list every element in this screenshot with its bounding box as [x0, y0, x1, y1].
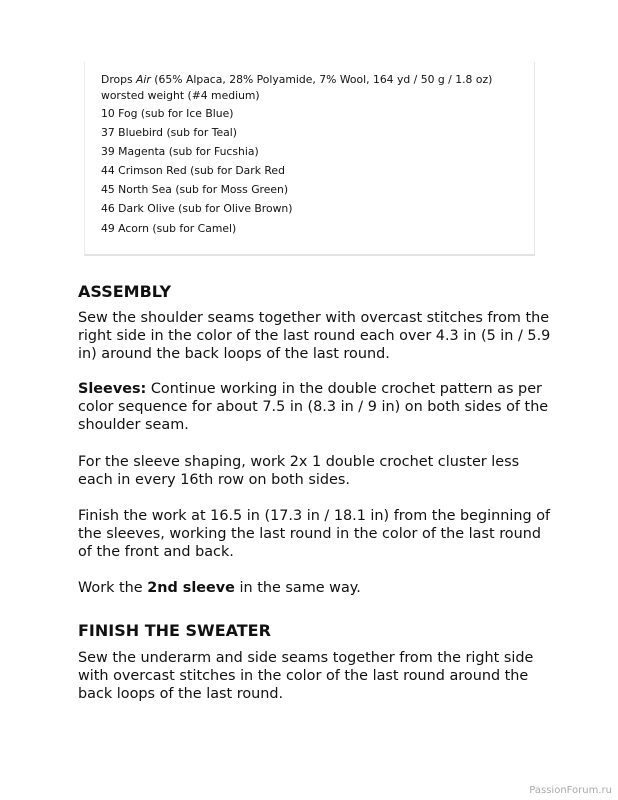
list-item: 46 Dark Olive (sub for Olive Brown) — [101, 202, 293, 216]
second-sleeve-pre: Work the — [78, 580, 148, 596]
sleeve-shaping-paragraph: For the sleeve shaping, work 2x 1 double crochet cluster less each in every 16th row on both sides. — [78, 454, 520, 488]
yarn-name: Air — [136, 73, 151, 86]
sleeve-finish-paragraph: Finish the work at 16.5 in (17.3 in / 18.1 in) from the beginning of the sleeves, working the last round in the color of the last round of the front and back. — [78, 508, 551, 560]
assembly-paragraph: Sew the shoulder seams together with overcast stitches from the right side in the color of the last round each over 4.3 in (5 in / 5.9 in) around the back loops of the last round. — [78, 310, 551, 362]
yarn-weight: worsted weight (#4 medium) — [101, 88, 260, 102]
yarn-details: (65% Alpaca, 28% Polyamide, 7% Wool, 164 yd / 50 g / 1.8 oz) — [150, 73, 493, 86]
finish-paragraph: Sew the underarm and side seams together from the right side with overcast stitches in the color of the last round around the back loops of the last round. — [78, 650, 534, 702]
second-sleeve-paragraph — [78, 579, 558, 597]
sleeves-label: Sleeves: — [78, 381, 147, 397]
list-item: 37 Bluebird (sub for Teal) — [101, 126, 237, 140]
list-item: 49 Acorn (sub for Camel) — [101, 221, 237, 235]
yarn-description — [101, 72, 531, 103]
second-sleeve-post: in the same way. — [234, 580, 361, 596]
list-item: 39 Magenta (sub for Fucshia) — [101, 145, 259, 159]
list-item: 45 North Sea (sub for Moss Green) — [101, 183, 289, 197]
list-item: 44 Crimson Red (sub for Dark Red — [101, 164, 285, 178]
yarn-color-list — [101, 104, 293, 238]
sleeves-text: Continue working in the double crochet pattern as per color sequence for about 7.5 in (8.3 in / 9 in) on both sides of the shoulder seam. — [78, 381, 549, 433]
finish-heading: FINISH THE SWEATER — [78, 621, 271, 640]
watermark: PassionForum.ru — [529, 785, 612, 796]
sleeves-paragraph — [78, 380, 558, 434]
assembly-heading: ASSEMBLY — [78, 282, 172, 301]
list-item: 10 Fog (sub for Ice Blue) — [101, 107, 234, 120]
second-sleeve-bold: 2nd sleeve — [147, 580, 235, 596]
yarn-brand: Drops — [101, 73, 137, 86]
